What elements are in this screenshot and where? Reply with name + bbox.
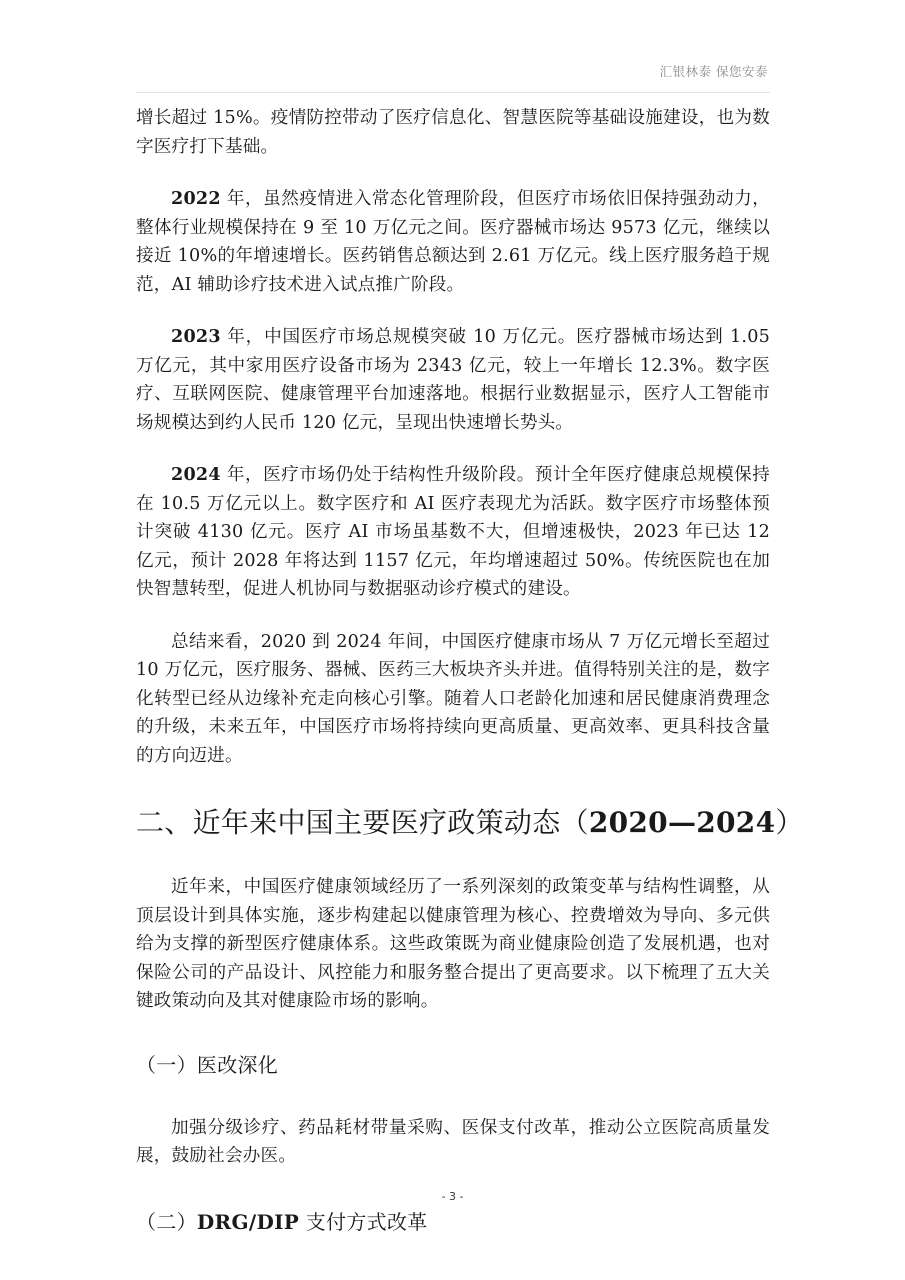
header-divider: [136, 92, 770, 93]
year-label-2024: 2024: [171, 464, 221, 485]
page-number: - 3 -: [441, 1190, 464, 1203]
year-label-2022: 2022: [171, 188, 221, 209]
paragraph-2023: [136, 323, 770, 437]
paragraph-reform-deepening: 加强分级诊疗、药品耗材带量采购、医保支付改革，推动公立医院高质量发展，鼓励社会办医。: [136, 1117, 770, 1166]
section-heading-prefix: 二、近年来中国主要医疗政策动态（: [136, 806, 589, 839]
paragraph-2022: [136, 185, 770, 299]
paragraph-2023-text: 年，中国医疗市场总规模突破 10 万亿元。医疗器械市场达到 1.05 万亿元，其中家用医疗设备市场为 2343 亿元，较上一年增长 12.3%。数字医疗、互联网医院、健康管理平台加速落地。根据行业数据显示，医疗人工智能市场规模达到约人民币 120 亿元，呈现出快速增长势头。: [136, 327, 770, 433]
subheading-drg-prefix: （二）: [136, 1209, 197, 1234]
paragraph-2024: [136, 461, 770, 604]
section-heading-policy: [136, 805, 804, 841]
section-heading-years: 2020—2024: [588, 806, 776, 839]
subheading-drg-bold: DRG/DIP: [196, 1209, 300, 1234]
page-header-brand: 汇银林泰 保您安泰: [659, 64, 768, 79]
subheading-reform-deepening: （一）医改深化: [136, 1052, 279, 1077]
page-body: [136, 104, 804, 1237]
paragraph-2024-text: 年，医疗市场仍处于结构性升级阶段。预计全年医疗健康总规模保持在 10.5 万亿元以上。数字医疗和 AI 医疗表现尤为活跃。数字医疗市场整体预计突破 4130 亿元。医疗 AI 市场虽基数不大，但增速极快，2023 年已达 12 亿元，预计 2028 年将达到 1157 亿元，年均增速超过 50%。传统医院也在加快智慧转型，促进人机协同与数据驱动诊疗模式的建设。: [136, 465, 770, 599]
subheading-drg-dip: [136, 1207, 770, 1237]
paragraph-summary: 总结来看，2020 到 2024 年间，中国医疗健康市场从 7 万亿元增长至超过 10 万亿元，医疗服务、器械、医药三大板块齐头并进。值得特别关注的是，数字化转型已经从边缘补充走向核心引擎。随着人口老龄化加速和居民健康消费理念的升级，未来五年，中国医疗市场将持续向更高质量、更高效率、更具科技含量的方向迈进。: [136, 631, 770, 766]
paragraph-2022-text: 年，虽然疫情进入常态化管理阶段，但医疗市场依旧保持强劲动力，整体行业规模保持在 9 至 10 万亿元之间。医疗器械市场达 9573 亿元，继续以接近 10%的年增速增长。医药销售总额达到 2.61 万亿元。线上医疗服务趋于规范，AI 辅助诊疗技术进入试点推广阶段。: [136, 189, 770, 295]
section-heading-suffix: ）: [775, 806, 804, 839]
paragraph-policy-intro: 近年来，中国医疗健康领域经历了一系列深刻的政策变革与结构性调整，从顶层设计到具体实施，逐步构建起以健康管理为核心、控费增效为导向、多元供给为支撑的新型医疗健康体系。这些政策既为商业健康险创造了发展机遇，也对保险公司的产品设计、风控能力和服务整合提出了更高要求。以下梳理了五大关键政策动向及其对健康险市场的影响。: [136, 877, 770, 1011]
subheading-drg-suffix: 支付方式改革: [299, 1209, 428, 1234]
paragraph-continuation: 增长超过 15%。疫情防控带动了医疗信息化、智慧医院等基础设施建设，也为数字医疗打下基础。: [136, 108, 770, 157]
year-label-2023: 2023: [171, 326, 221, 347]
